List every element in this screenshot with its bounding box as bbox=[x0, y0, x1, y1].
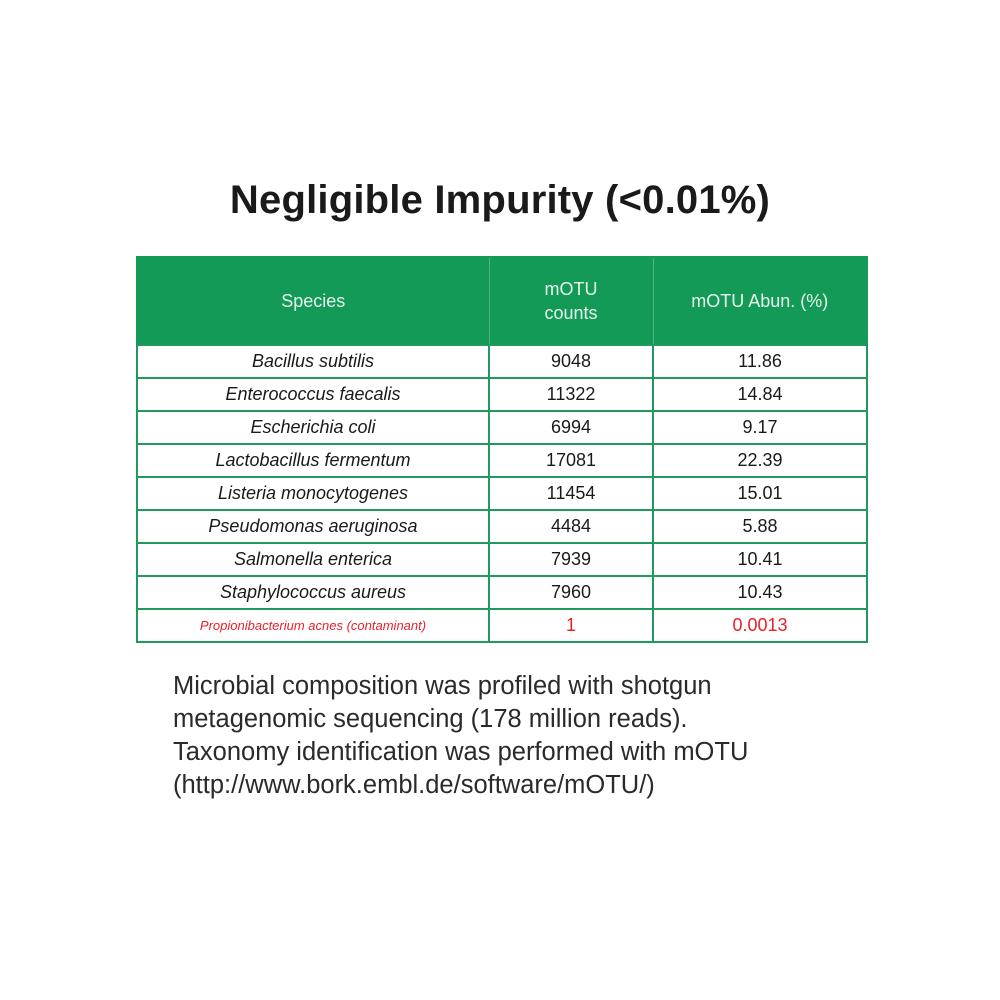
table-row bbox=[137, 543, 867, 576]
caption-line: Microbial composition was profiled with shotgun bbox=[173, 672, 712, 700]
caption-line: Taxonomy identification was performed with mOTU bbox=[173, 738, 749, 766]
header-abundance: mOTU Abun. (%) bbox=[653, 257, 867, 345]
abundance-cell: 15.01 bbox=[653, 477, 867, 510]
species-cell: Salmonella enterica bbox=[137, 543, 489, 576]
header-counts-line2: counts bbox=[544, 303, 598, 323]
abundance-cell: 10.41 bbox=[653, 543, 867, 576]
species-cell: Enterococcus faecalis bbox=[137, 378, 489, 411]
abundance-cell: 14.84 bbox=[653, 378, 867, 411]
contaminant-row bbox=[137, 609, 867, 642]
table-row bbox=[137, 510, 867, 543]
species-cell: Staphylococcus aureus bbox=[137, 576, 489, 609]
counts-cell: 4484 bbox=[489, 510, 653, 543]
contaminant-abundance-cell: 0.0013 bbox=[653, 609, 867, 642]
species-cell: Lactobacillus fermentum bbox=[137, 444, 489, 477]
counts-cell: 7960 bbox=[489, 576, 653, 609]
contaminant-species-cell: Propionibacterium acnes (contaminant) bbox=[137, 609, 489, 642]
species-cell: Escherichia coli bbox=[137, 411, 489, 444]
species-cell: Bacillus subtilis bbox=[137, 345, 489, 378]
page-title: Negligible Impurity (<0.01%) bbox=[229, 178, 771, 222]
abundance-table bbox=[136, 256, 868, 643]
table-row bbox=[137, 345, 867, 378]
caption-line: metagenomic sequencing (178 million reads). bbox=[173, 705, 688, 733]
abundance-cell: 10.43 bbox=[653, 576, 867, 609]
header-counts bbox=[489, 257, 653, 345]
counts-cell: 9048 bbox=[489, 345, 653, 378]
table-row bbox=[137, 411, 867, 444]
table-row bbox=[137, 576, 867, 609]
abundance-cell: 9.17 bbox=[653, 411, 867, 444]
abundance-cell: 22.39 bbox=[653, 444, 867, 477]
header-species: Species bbox=[137, 257, 489, 345]
abundance-cell: 5.88 bbox=[653, 510, 867, 543]
counts-cell: 7939 bbox=[489, 543, 653, 576]
method-caption bbox=[173, 670, 853, 802]
counts-cell: 11322 bbox=[489, 378, 653, 411]
abundance-cell: 11.86 bbox=[653, 345, 867, 378]
species-cell: Pseudomonas aeruginosa bbox=[137, 510, 489, 543]
table-row bbox=[137, 444, 867, 477]
table-header-row bbox=[137, 257, 867, 345]
table-row bbox=[137, 378, 867, 411]
species-cell: Listeria monocytogenes bbox=[137, 477, 489, 510]
caption-link-line: (http://www.bork.embl.de/software/mOTU/) bbox=[173, 771, 655, 799]
contaminant-counts-cell: 1 bbox=[489, 609, 653, 642]
header-counts-line1: mOTU bbox=[544, 279, 598, 299]
table-row bbox=[137, 477, 867, 510]
counts-cell: 11454 bbox=[489, 477, 653, 510]
counts-cell: 17081 bbox=[489, 444, 653, 477]
counts-cell: 6994 bbox=[489, 411, 653, 444]
